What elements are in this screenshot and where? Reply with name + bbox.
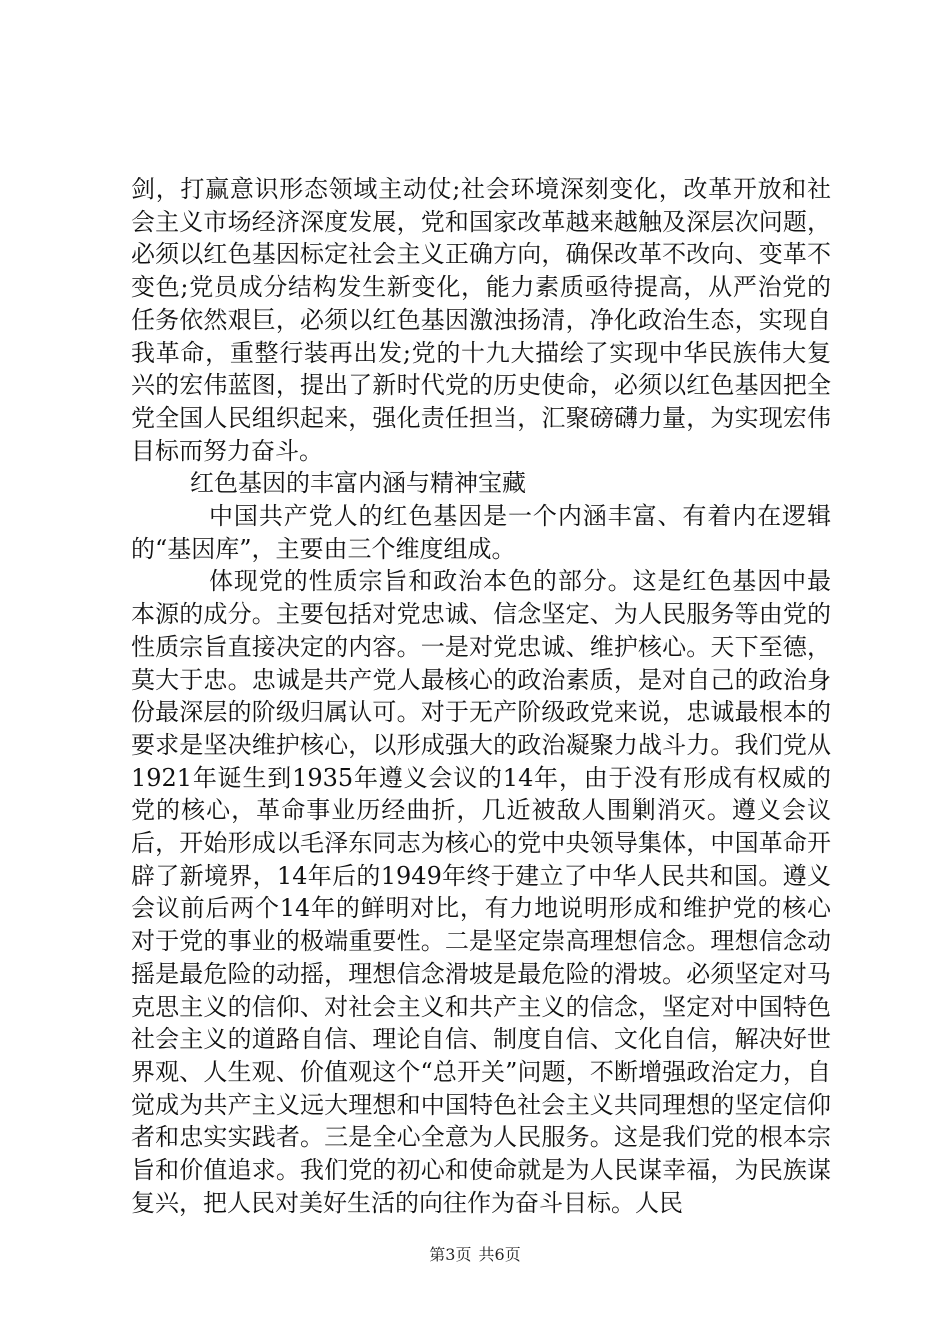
paragraph-continuation: 剑，打赢意识形态领域主动仗;社会环境深刻变化，改革开放和社会主义市场经济深度发展，党和国家改革越来越触及深层次问题，必须以红色基因标定社会主义正确方向，确保改革不改向、变革不变色;党员成分结构发生新变化，能力素质亟待提高，从严治党的任务依然艰巨，必须以红色基因激浊扬清，净化政治生态，实现自我革命，重整行装再出发;党的十九大描绘了实现中华民族伟大复兴的宏伟蓝图，提出了新时代党的历史使命，必须以红色基因把全党全国人民组织起来，强化责任担当，汇聚磅礴力量，为实现宏伟目标而努力奋斗。 — [131, 175, 831, 465]
paragraph-main: 体现党的性质宗旨和政治本色的部分。这是红色基因中最本源的成分。主要包括对党忠诚、信念坚定、为人民服务等由党的性质宗旨直接决定的内容。一是对党忠诚、维护核心。天下至德，莫大于忠。忠诚是共产党人最核心的政治素质，是对自己的政治身份最深层的阶级归属认可。对于无产阶级政党来说，忠诚最根本的要求是坚决维护核心，以形成强大的政治凝聚力战斗力。我们党从1921年诞生到1935年遵义会议的14年，由于没有形成有权威的党的核心，革命事业历经曲折，几近被敌人围剿消灭。遵义会议后，开始形成以毛泽东同志为核心的党中央领导集体，中国革命开辟了新境界，14年后的1949年终于建立了中华人民共和国。遵义会议前后两个14年的鲜明对比，有力地说明形成和维护党的核心对于党的事业的极端重要性。二是坚定崇高理想信念。理想信念动摇是最危险的动摇，理想信念滑坡是最危险的滑坡。必须坚定对马克思主义的信仰、对社会主义和共产主义的信念，坚定对中国特色社会主义的道路自信、理论自信、制度自信、文化自信，解决好世界观、人生观、价值观这个“总开关”问题，不断增强政治定力，自觉成为共产主义远大理想和中国特色社会主义共同理想的坚定信仰者和忠实实践者。三是全心全意为人民服务。这是我们党的根本宗旨和价值追求。我们党的初心和使命就是为人民谋幸福，为民族谋复兴，把人民对美好生活的向往作为奋斗目标。人民 — [131, 567, 831, 1217]
document-body — [131, 173, 831, 1220]
section-heading: 红色基因的丰富内涵与精神宝藏 — [190, 469, 526, 498]
paragraph-intro: 中国共产党人的红色基因是一个内涵丰富、有着内在逻辑的“基因库”，主要由三个维度组成。 — [131, 502, 831, 563]
page-number-footer: 第3页 共6页 — [429, 1245, 521, 1264]
